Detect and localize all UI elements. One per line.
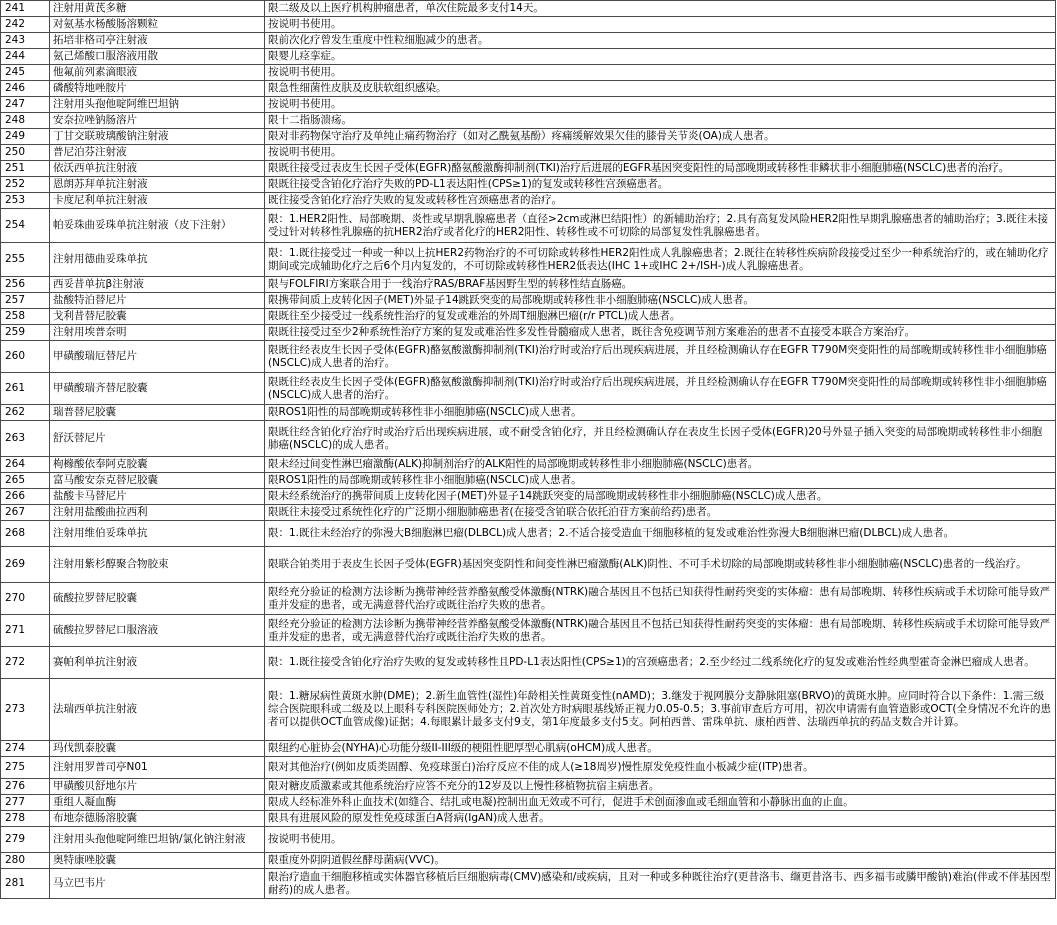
restriction-cell: 限十二指肠溃疡。 — [265, 113, 1056, 129]
table-row — [1, 145, 1056, 161]
table-row — [1, 757, 1056, 779]
restriction-cell: 限：1.既往未经治疗的弥漫大B细胞淋巴瘤(DLBCL)成人患者；2.不适合接受造血干细胞移植的复发或难治性弥漫大B细胞淋巴瘤(DLBCL)成人患者。 — [265, 521, 1056, 547]
restriction-cell: 限具有进展风险的原发性免疫球蛋白A肾病(IgAN)成人患者。 — [265, 811, 1056, 827]
drug-name-cell: 注射用德曲妥珠单抗 — [50, 243, 265, 277]
row-number-cell: 263 — [1, 421, 50, 457]
restriction-cell: 限对非药物保守治疗及单纯止痛药物治疗（如对乙酰氨基酚）疼痛缓解效果欠佳的膝骨关节炎(OA)成人患者。 — [265, 129, 1056, 145]
table-row — [1, 583, 1056, 615]
row-number-cell: 271 — [1, 615, 50, 647]
drug-name-cell: 注射用罗普司亭N01 — [50, 757, 265, 779]
drug-name-cell: 玛伐凯泰胶囊 — [50, 741, 265, 757]
row-number-cell: 277 — [1, 795, 50, 811]
drug-name-cell: 注射用黄芪多糖 — [50, 1, 265, 17]
row-number-cell: 273 — [1, 679, 50, 741]
row-number-cell: 255 — [1, 243, 50, 277]
row-number-cell: 245 — [1, 65, 50, 81]
table-row — [1, 49, 1056, 65]
table-row — [1, 209, 1056, 243]
restriction-cell: 按说明书使用。 — [265, 65, 1056, 81]
drug-name-cell: 硫酸拉罗替尼胶囊 — [50, 583, 265, 615]
drug-name-cell: 卡度尼利单抗注射液 — [50, 193, 265, 209]
drug-name-cell: 注射用维伯妥珠单抗 — [50, 521, 265, 547]
drug-name-cell: 注射用紫杉醇聚合物胶束 — [50, 547, 265, 583]
row-number-cell: 261 — [1, 373, 50, 405]
table-row — [1, 473, 1056, 489]
row-number-cell: 279 — [1, 827, 50, 853]
drug-name-cell: 注射用头孢他啶阿维巴坦钠 — [50, 97, 265, 113]
drug-name-cell: 富马酸安奈克替尼胶囊 — [50, 473, 265, 489]
restriction-cell: 限：1.既往接受过一种或一种以上抗HER2药物治疗的不可切除或转移性HER2阳性成人乳腺癌患者；2.既往在转移性疾病阶段接受过至少一种系统治疗的，或在辅助化疗期间或完成辅助化疗之后6个月内复发的，不可切除或转移性HER2低表达(IHC 1+或IHC 2+/ISH-)成人乳腺癌患者。 — [265, 243, 1056, 277]
restriction-cell: 限既往未接受过系统性化疗的广泛期小细胞肺癌患者(在接受含铂联合依托泊苷方案前给药)患者。 — [265, 505, 1056, 521]
restriction-cell: 限既往接受过表皮生长因子受体(EGFR)酪氨酸激酶抑制剂(TKI)治疗后进展的EGFR基因突变阳性的局部晚期或转移性非鳞状非小细胞肺癌(NSCLC)患者的治疗。 — [265, 161, 1056, 177]
restriction-cell: 限与FOLFIRI方案联合用于一线治疗RAS/BRAF基因野生型的转移性结直肠癌。 — [265, 277, 1056, 293]
row-number-cell: 275 — [1, 757, 50, 779]
table-row — [1, 505, 1056, 521]
table-row — [1, 193, 1056, 209]
restriction-cell: 限ROS1阳性的局部晚期或转移性非小细胞肺癌(NSCLC)成人患者。 — [265, 405, 1056, 421]
drug-name-cell: 盐酸卡马替尼片 — [50, 489, 265, 505]
drug-name-cell: 磷酸特地唑胺片 — [50, 81, 265, 97]
restriction-cell: 按说明书使用。 — [265, 17, 1056, 33]
drug-name-cell: 依沃西单抗注射液 — [50, 161, 265, 177]
drug-name-cell: 恩朗苏拜单抗注射液 — [50, 177, 265, 193]
restriction-cell: 限前次化疗曾发生重度中性粒细胞减少的患者。 — [265, 33, 1056, 49]
restriction-cell: 既往接受含铂化疗治疗失败的复发或转移性宫颈癌患者的治疗。 — [265, 193, 1056, 209]
drug-name-cell: 他氟前列素滴眼液 — [50, 65, 265, 81]
row-number-cell: 267 — [1, 505, 50, 521]
table-body — [1, 1, 1056, 899]
restriction-cell: 限经充分验证的检测方法诊断为携带神经营养酪氨酸受体激酶(NTRK)融合基因且不包括已知获得性耐药突变的实体瘤：患有局部晚期、转移性疾病或手术切除可能导致严重并发症的患者，或无满意替代治疗或既往治疗失败的患者。 — [265, 583, 1056, 615]
row-number-cell: 252 — [1, 177, 50, 193]
restriction-cell: 限既往接受含铂化疗治疗失败的PD-L1表达阳性(CPS≥1)的复发或转移性宫颈癌患者。 — [265, 177, 1056, 193]
table-row — [1, 421, 1056, 457]
row-number-cell: 247 — [1, 97, 50, 113]
drug-name-cell: 硫酸拉罗替尼口服溶液 — [50, 615, 265, 647]
restriction-cell: 限ROS1阳性的局部晚期或转移性非小细胞肺癌(NSCLC)成人患者。 — [265, 473, 1056, 489]
row-number-cell: 253 — [1, 193, 50, 209]
drug-name-cell: 拓培非格司亭注射液 — [50, 33, 265, 49]
restriction-cell: 限未经过间变性淋巴瘤激酶(ALK)抑制剂治疗的ALK阳性的局部晚期或转移性非小细胞肺癌(NSCLC)患者。 — [265, 457, 1056, 473]
drug-name-cell: 盐酸特泊替尼片 — [50, 293, 265, 309]
row-number-cell: 244 — [1, 49, 50, 65]
restriction-cell: 限经充分验证的检测方法诊断为携带神经营养酪氨酸受体激酶(NTRK)融合基因且不包括已知获得性耐药突变的实体瘤：患有局部晚期、转移性疾病或手术切除可能导致严重并发症的患者，或无满意替代治疗或既往治疗失败的患者。 — [265, 615, 1056, 647]
restriction-cell: 按说明书使用。 — [265, 827, 1056, 853]
row-number-cell: 257 — [1, 293, 50, 309]
row-number-cell: 254 — [1, 209, 50, 243]
row-number-cell: 278 — [1, 811, 50, 827]
table-row — [1, 373, 1056, 405]
table-row — [1, 741, 1056, 757]
restriction-cell: 限：1.既往接受含铂化疗治疗失败的复发或转移性且PD-L1表达阳性(CPS≥1)的宫颈癌患者；2.至少经过二线系统化疗的复发或难治性经典型霍奇金淋巴瘤成人患者。 — [265, 647, 1056, 679]
row-number-cell: 251 — [1, 161, 50, 177]
restriction-cell: 限既往至少接受过一线系统性治疗的复发或难治的外周T细胞淋巴瘤(r/r PTCL)成人患者。 — [265, 309, 1056, 325]
restriction-cell: 限对其他治疗(例如皮质类固醇、免疫球蛋白)治疗反应不佳的成人(≥18周岁)慢性原发免疫性血小板减少症(ITP)患者。 — [265, 757, 1056, 779]
table-row — [1, 405, 1056, 421]
table-row — [1, 795, 1056, 811]
table-row — [1, 547, 1056, 583]
drug-name-cell: 帕妥珠曲妥珠单抗注射液（皮下注射） — [50, 209, 265, 243]
table-row — [1, 81, 1056, 97]
row-number-cell: 260 — [1, 341, 50, 373]
table-row — [1, 161, 1056, 177]
table-row — [1, 615, 1056, 647]
restriction-cell: 限对糖皮质激素或其他系统治疗应答不充分的12岁及以上慢性移植物抗宿主病患者。 — [265, 779, 1056, 795]
row-number-cell: 249 — [1, 129, 50, 145]
table-row — [1, 827, 1056, 853]
table-row — [1, 129, 1056, 145]
restriction-cell: 限：1.糖尿病性黄斑水肿(DME)；2.新生血管性(湿性)年龄相关性黄斑变性(nAMD)；3.继发于视网膜分支静脉阻塞(BRVO)的黄斑水肿。应同时符合以下条件：1.需三级综合医院眼科或二级及以上眼科专科医院医师处方；2.首次处方时病眼基线矫正视力0.05-0.5；3.事前审查后方可用，初次申请需有血管造影或OCT(全身情况不允许的患者可以提供OCT血管成像)证据；4.每眼累计最多支付9支，第1年度最多支付5支。阿柏西普、雷珠单抗、康柏西普、法瑞西单抗的药品支数合并计算。 — [265, 679, 1056, 741]
restriction-cell: 限未经系统治疗的携带间质上皮转化因子(MET)外显子14跳跃突变的局部晚期或转移性非小细胞肺癌(NSCLC)成人患者。 — [265, 489, 1056, 505]
table-row — [1, 65, 1056, 81]
table-row — [1, 679, 1056, 741]
drug-name-cell: 甲磺酸瑞齐替尼胶囊 — [50, 373, 265, 405]
drug-name-cell: 奥特康唑胶囊 — [50, 853, 265, 869]
table-row — [1, 97, 1056, 113]
table-row — [1, 853, 1056, 869]
row-number-cell: 250 — [1, 145, 50, 161]
drug-name-cell: 丁甘交联玻璃酸钠注射液 — [50, 129, 265, 145]
restriction-cell: 限重度外阴阴道假丝酵母菌病(VVC)。 — [265, 853, 1056, 869]
restriction-cell: 限治疗造血干细胞移植或实体器官移植后巨细胞病毒(CMV)感染和/或疾病，且对一种或多种既往治疗(更昔洛韦、缬更昔洛韦、西多福韦或膦甲酸钠)难治(伴或不伴基因型耐药)的成人患者。 — [265, 869, 1056, 899]
restriction-cell: 限既往经表皮生长因子受体(EGFR)酪氨酸激酶抑制剂(TKI)治疗时或治疗后出现疾病进展，并且经检测确认存在EGFR T790M突变阳性的局部晚期或转移性非小细胞肺癌(NSCLC)成人患者的治疗。 — [265, 341, 1056, 373]
restriction-cell: 限婴儿痉挛症。 — [265, 49, 1056, 65]
drug-name-cell: 普尼泊芬注射液 — [50, 145, 265, 161]
table-row — [1, 177, 1056, 193]
drug-name-cell: 西妥昔单抗β注射液 — [50, 277, 265, 293]
drug-name-cell: 安奈拉唑钠肠溶片 — [50, 113, 265, 129]
restriction-cell: 按说明书使用。 — [265, 97, 1056, 113]
table-row — [1, 647, 1056, 679]
drug-name-cell: 氨己烯酸口服溶液用散 — [50, 49, 265, 65]
drug-name-cell: 舒沃替尼片 — [50, 421, 265, 457]
row-number-cell: 241 — [1, 1, 50, 17]
table-row — [1, 869, 1056, 899]
row-number-cell: 265 — [1, 473, 50, 489]
table-row — [1, 1, 1056, 17]
restriction-cell: 限急性细菌性皮肤及皮肤软组织感染。 — [265, 81, 1056, 97]
drug-name-cell: 瑞普替尼胶囊 — [50, 405, 265, 421]
restriction-cell: 按说明书使用。 — [265, 145, 1056, 161]
drug-name-cell: 重组人凝血酶 — [50, 795, 265, 811]
table-row — [1, 277, 1056, 293]
row-number-cell: 262 — [1, 405, 50, 421]
restriction-cell: 限：1.HER2阳性、局部晚期、炎性或早期乳腺癌患者（直径>2cm或淋巴结阳性）的新辅助治疗；2.具有高复发风险HER2阳性早期乳腺癌患者的辅助治疗；3.既往未接受过针对转移性乳腺癌的抗HER2治疗或者化疗的HER2阳性、转移性或不可切除的局部复发性乳腺癌患者。 — [265, 209, 1056, 243]
table-row — [1, 325, 1056, 341]
table-row — [1, 779, 1056, 795]
row-number-cell: 246 — [1, 81, 50, 97]
row-number-cell: 242 — [1, 17, 50, 33]
restriction-cell: 限携带间质上皮转化因子(MET)外显子14跳跃突变的局部晚期或转移性非小细胞肺癌(NSCLC)成人患者。 — [265, 293, 1056, 309]
table-row — [1, 243, 1056, 277]
restriction-cell: 限联合铂类用于表皮生长因子受体(EGFR)基因突变阴性和间变性淋巴瘤激酶(ALK)阴性、不可手术切除的局部晚期或转移性非小细胞肺癌(NSCLC)患者的一线治疗。 — [265, 547, 1056, 583]
drug-name-cell: 戈利昔替尼胶囊 — [50, 309, 265, 325]
table-row — [1, 293, 1056, 309]
table-row — [1, 33, 1056, 49]
drug-name-cell: 甲磺酸贝舒地尔片 — [50, 779, 265, 795]
row-number-cell: 248 — [1, 113, 50, 129]
row-number-cell: 272 — [1, 647, 50, 679]
drug-name-cell: 枸橼酸依奉阿克胶囊 — [50, 457, 265, 473]
table-row — [1, 811, 1056, 827]
drug-name-cell: 注射用头孢他啶阿维巴坦钠/氯化钠注射液 — [50, 827, 265, 853]
row-number-cell: 259 — [1, 325, 50, 341]
row-number-cell: 256 — [1, 277, 50, 293]
table-row — [1, 489, 1056, 505]
row-number-cell: 243 — [1, 33, 50, 49]
row-number-cell: 258 — [1, 309, 50, 325]
row-number-cell: 274 — [1, 741, 50, 757]
drug-name-cell: 马立巴韦片 — [50, 869, 265, 899]
drug-name-cell: 赛帕利单抗注射液 — [50, 647, 265, 679]
restriction-cell: 限既往经表皮生长因子受体(EGFR)酪氨酸激酶抑制剂(TKI)治疗时或治疗后出现疾病进展，并且经检测确认存在EGFR T790M突变阳性的局部晚期或转移性非小细胞肺癌(NSCLC)成人患者的治疗。 — [265, 373, 1056, 405]
row-number-cell: 276 — [1, 779, 50, 795]
table-row — [1, 341, 1056, 373]
table-row — [1, 17, 1056, 33]
drug-name-cell: 法瑞西单抗注射液 — [50, 679, 265, 741]
drug-name-cell: 布地奈德肠溶胶囊 — [50, 811, 265, 827]
restriction-cell: 限成人经标准外科止血技术(如缝合、结扎或电凝)控制出血无效或不可行，促进手术创面渗血或毛细血管和小静脉出血的止血。 — [265, 795, 1056, 811]
drug-name-cell: 甲磺酸瑞厄替尼片 — [50, 341, 265, 373]
table-row — [1, 457, 1056, 473]
table-row — [1, 309, 1056, 325]
row-number-cell: 266 — [1, 489, 50, 505]
table-row — [1, 113, 1056, 129]
row-number-cell: 270 — [1, 583, 50, 615]
drug-name-cell: 注射用盐酸曲拉西利 — [50, 505, 265, 521]
row-number-cell: 264 — [1, 457, 50, 473]
drug-name-cell: 注射用埃普奈明 — [50, 325, 265, 341]
restriction-cell: 限二级及以上医疗机构肿瘤患者，单次住院最多支付14天。 — [265, 1, 1056, 17]
drug-name-cell: 对氨基水杨酸肠溶颗粒 — [50, 17, 265, 33]
restriction-cell: 限既往经含铂化疗治疗时或治疗后出现疾病进展，或不耐受含铂化疗，并且经检测确认存在表皮生长因子受体(EGFR)20号外显子插入突变的局部晚期或转移性非小细胞肺癌(NSCLC)的成人患者。 — [265, 421, 1056, 457]
row-number-cell: 268 — [1, 521, 50, 547]
table-row — [1, 521, 1056, 547]
row-number-cell: 281 — [1, 869, 50, 899]
restriction-cell: 限纽约心脏协会(NYHA)心功能分级II-III级的梗阻性肥厚型心肌病(oHCM)成人患者。 — [265, 741, 1056, 757]
row-number-cell: 280 — [1, 853, 50, 869]
row-number-cell: 269 — [1, 547, 50, 583]
restriction-cell: 限既往接受过至少2种系统性治疗方案的复发或难治性多发性骨髓瘤成人患者，既往含免疫调节剂方案难治的患者不直接受本联合方案治疗。 — [265, 325, 1056, 341]
